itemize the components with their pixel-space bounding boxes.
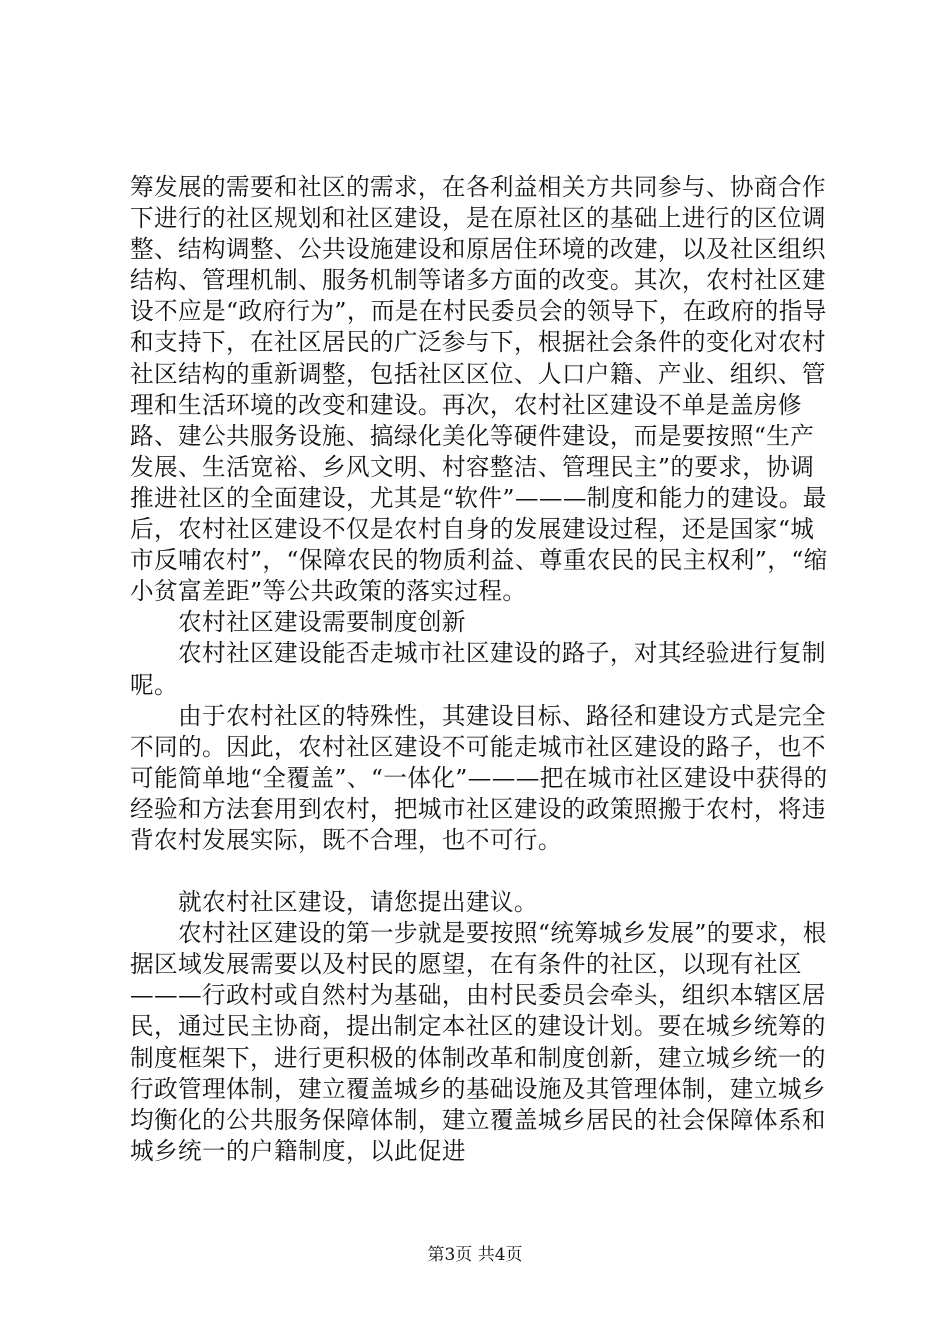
paragraph-question-2: 就农村社区建设，请您提出建议。 [178,888,538,917]
paragraph-spacer [130,856,830,887]
paragraph-question-1: 农村社区建设能否走城市社区建设的路子，对其经验进行复制呢。 [130,639,826,699]
paragraph-answer-1: 由于农村社区的特殊性，其建设目标、路径和建设方式是完全不同的。因此，农村社区建设不可能走城市社区建设的路子，也不可能简单地“全覆盖”、“一体化”———把在城市社区建设中获得的经验和方法套用到农村，把城市社区建设的政策照搬于农村，将违背农村发展实际，既不合理，也不可行。 [130,701,828,854]
page-footer: 第3页 共4页 [427,1245,523,1265]
paragraph-continuation: 筹发展的需要和社区的需求，在各利益相关方共同参与、协商合作下进行的社区规划和社区建设，是在原社区的基础上进行的区位调整、结构调整、公共设施建设和原居住环境的改建，以及社区组织结构、管理机制、服务机制等诸多方面的改变。其次，农村社区建设不应是“政府行为”，而是在村民委员会的领导下，在政府的指导和支持下，在社区居民的广泛参与下，根据社会条件的变化对农村社区结构的重新调整，包括社区区位、人口户籍、产业、组织、管理和生活环境的改变和建设。再次，农村社区建设不单是盖房修路、建公共服务设施、搞绿化美化等硬件建设，而是要按照“生产发展、生活宽裕、乡风文明、村容整洁、管理民主”的要求，协调推进社区的全面建设，尤其是“软件”———制度和能力的建设。最后，农村社区建设不仅是农村自身的发展建设过程，还是国家“城市反哺农村”，“保障农民的物质利益、尊重农民的民主权利”，“缩小贫富差距”等公共政策的落实过程。 [130,173,828,606]
document-body [130,172,830,1167]
section-heading: 农村社区建设需要制度创新 [178,608,466,637]
paragraph-answer-2: 农村社区建设的第一步就是要按照“统筹城乡发展”的要求，根据区域发展需要以及村民的愿望，在有条件的社区，以现有社区———行政村或自然村为基础，由村民委员会牵头，组织本辖区居民，通过民主协商，提出制定本社区的建设计划。要在城乡统筹的制度框架下，进行更积极的体制改革和制度创新，建立城乡统一的行政管理体制，建立覆盖城乡的基础设施及其管理体制，建立城乡均衡化的公共服务保障体制，建立覆盖城乡居民的社会保障体系和城乡统一的户籍制度，以此促进 [130,919,827,1165]
